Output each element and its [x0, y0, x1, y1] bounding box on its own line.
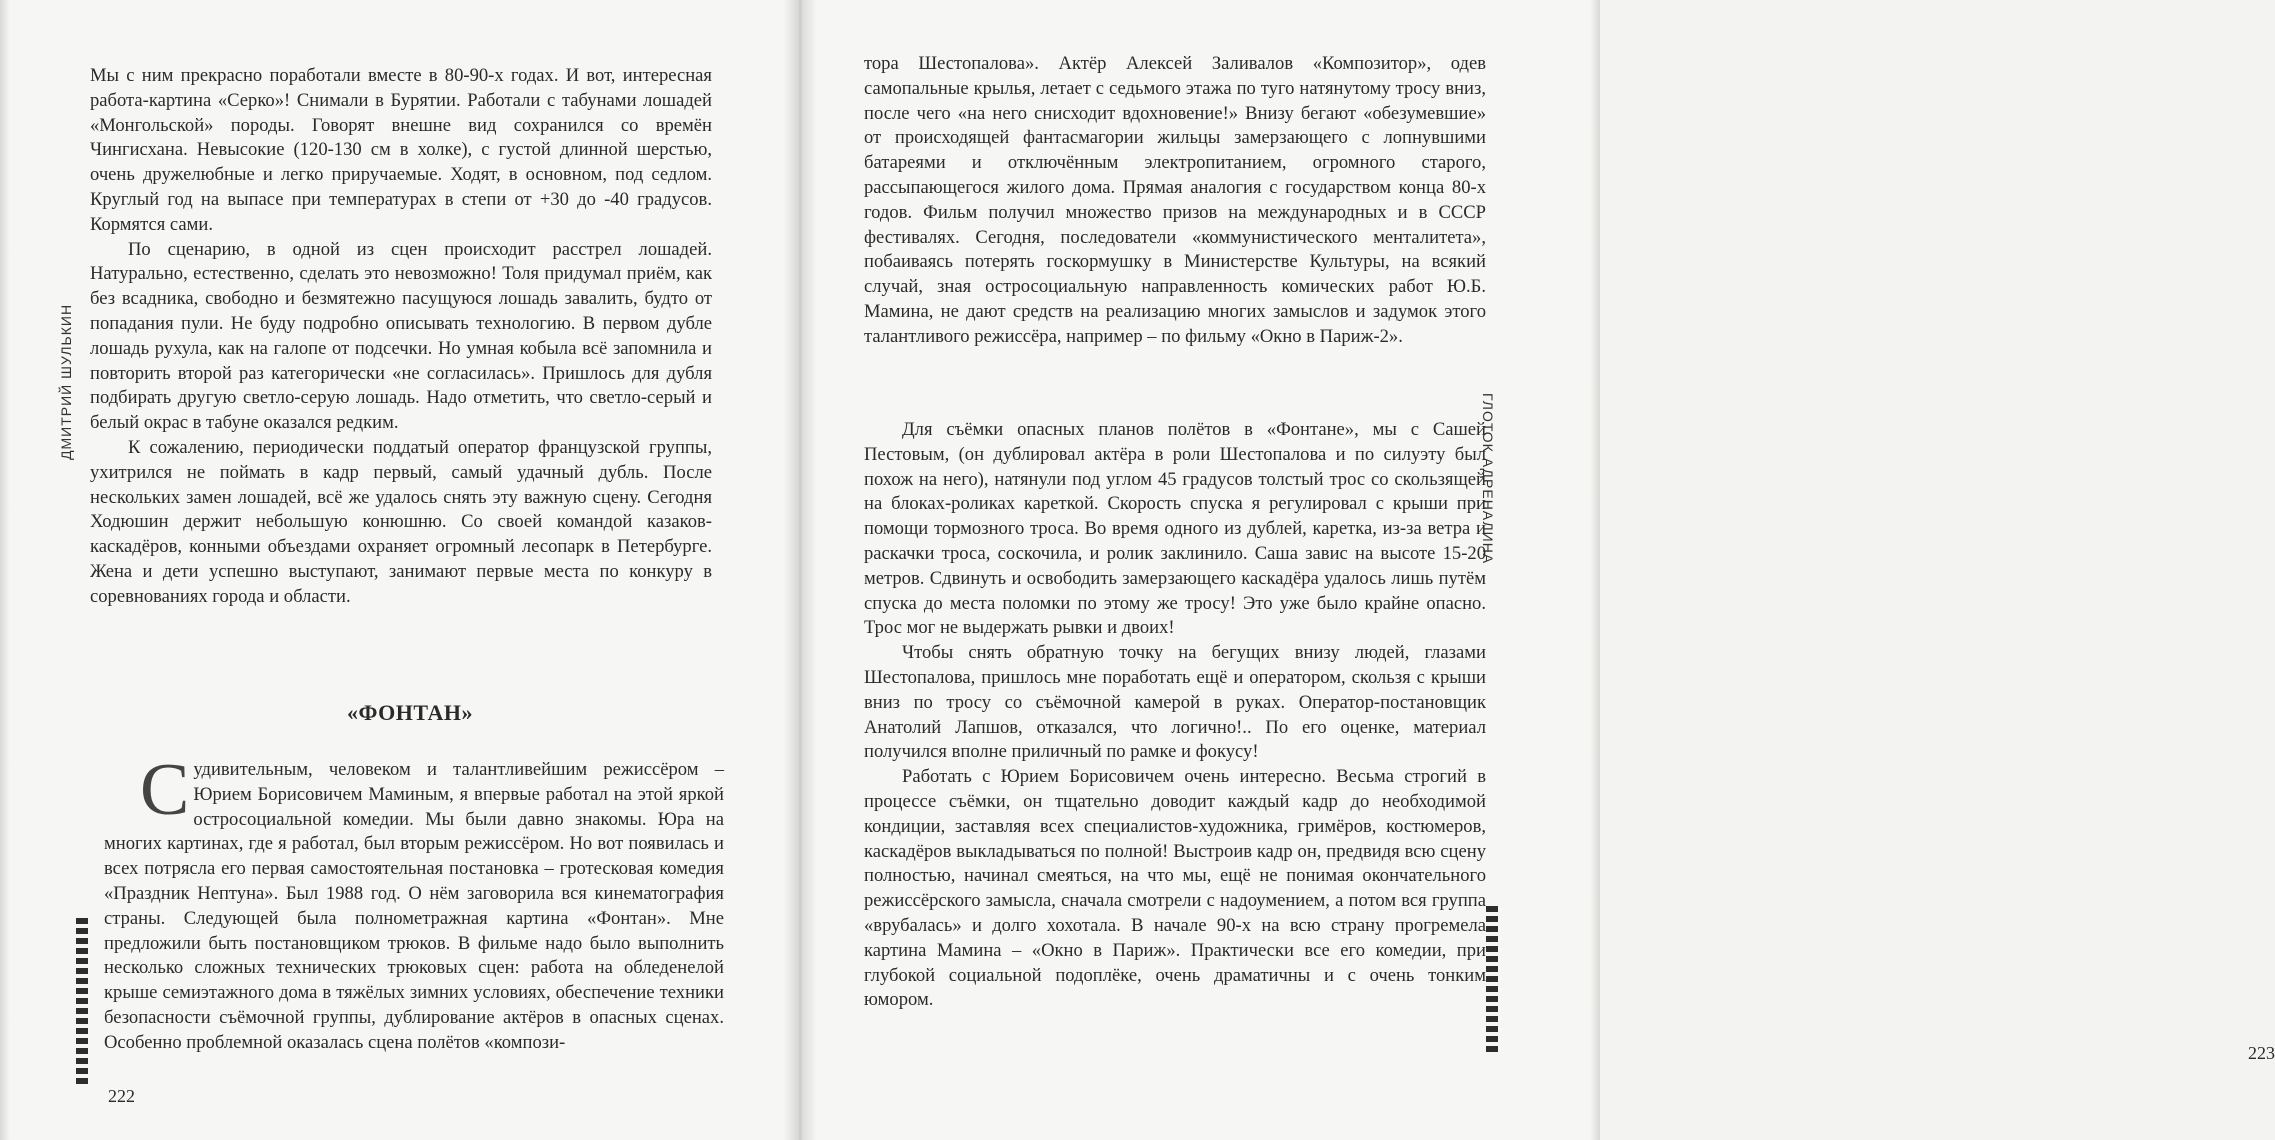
right-page-number: 223 — [2248, 1043, 2275, 1063]
left-running-head: ДМИТРИЙ ШУЛЬКИН — [58, 303, 74, 460]
paragraph: тора Шестопалова». Актёр Алексей Заливалов «Композитор», одев самопальные крылья, летает с седьмого этажа по туго натянутому тросу вниз, после чего «на него снисходит вдохновение!» Внизу бегают «обезумевшие» от происходящей фантасмагории жильцы замерзающего с лопнувшими батареями и отключённым электропитанием, огромного старого, рассыпающегося жилого дома. Прямая аналогия с государством конца 80-х годов. Фильм получил множество призов на международных и в СССР фестивалях. Сегодня, последователи «коммунистического менталитета», побаиваясь потерять госкормушку в Министерстве Культуры, на всякий случай, зная остросоциальную направленность комических работ Ю.Б. Мамина, не дают средств на реализацию многих замыслов и задумок этого талантливого режиссёра, например – по фильму «Окно в Париж-2». — [864, 53, 1486, 347]
paragraph: Чтобы снять обратную точку на бегущих внизу людей, глазами Шестопалова, пришлось мне поработать ещё и оператором, скользя с крыши вниз по тросу со съёмочной камерой в руках. Оператор-постановщик Анатолий Лапшов, отказался, что логично!.. По его оценке, материал получился вполне приличный по рамке и фокусу! — [864, 642, 1486, 763]
right-margin-bars-icon — [1486, 906, 1498, 1056]
left-page — [0, 0, 800, 1140]
left-text-section — [104, 749, 724, 1056]
right-running-head: ГЛОТОК АДРЕНАЛИНА — [1480, 393, 1496, 565]
paragraph: Работать с Юрием Борисовичем очень интересно. Весьма строгий в процессе съёмки, он тщательно доводит каждый кадр до необходимой кондиции, заставляя всех специалистов-художника, гримёров, костюмеров, каскадёров выкладываться по полной! Выстроив кадр он, предвидя всю сцену полностью, начинал смеяться, на что мы, ещё не понимая окончательного режиссёрского замысла, сначала смотрели с надоумением, а потом вся группа «врубалась» и долго хохотала. В начале 90-х на всю страну прогремела картина Мамина – «Окно в Париж». Практически все его комедии, при глубокой социальной подоплёке, очень драматичны и с очень тонким юмором. — [864, 766, 1486, 1011]
paragraph: Для съёмки опасных планов полётов в «Фонтане», мы с Сашей Пестовым, (он дублировал актёра в роли Шестопалова и по силуэту был похож на него), натянули под углом 45 градусов толстый трос со скользящей на блоках-роликах кареткой. Скорость спуска я регулировал с крыши при помощи тормозного троса. Во время одного из дублей, каретка, из-за ветра и раскачки троса, соскочила, и ролик заклинило. Саша завис на высоте 15-20 метров. Сдвинуть и освободить замерзающего каскадёра удалось лишь путём спуска до места поломки по этому же тросу! Это уже было крайне опасно. Трос мог не выдержать рывки и двоих! — [864, 419, 1486, 639]
left-page-number: 222 — [108, 1086, 135, 1106]
paragraph: По сценарию, в одной из сцен происходит расстрел лошадей. Натурально, естественно, сделать это невозможно! Толя придумал приём, как без всадника, свободно и безмятежно пасущуюся лошадь завалить, будто от попадания пули. Не буду подробно описывать технологию. В первом дубле лошадь рухула, как на галопе от подсечки. Но умная кобыла всё запомнила и повторить второй раз категорически «не согласилась». Пришлось для дубля подбирать другую светло-серую лошадь. Надо отметить, что светло-серый и белый окрас в табуне оказался редким. — [90, 238, 712, 434]
left-text-top — [90, 64, 712, 610]
right-text-bottom — [864, 418, 1486, 1013]
right-text-top — [864, 52, 1486, 350]
left-margin-bars-icon — [76, 918, 88, 1088]
paragraph: К сожалению, периодически поддатый оператор французской группы, ухитрился не поймать в кадр первый, самый удачный дубль. После нескольких замен лошадей, всё же удалось снять эту важную сцену. Сегодня Ходюшин держит небольшую конюшню. Со своей командой казаков-каскадёров, конными объездами охраняет огромный лесопарк в Петербурге. Жена и дети успешно выступают, занимают первые места по конкуру в соревнованиях города и области. — [90, 436, 712, 607]
paragraph: удивительным, человеком и талантливейшим режиссёром – Юрием Борисовичем Маминым, я впервые работал на этой яркой остросоциальной комедии. Мы были давно знакомы. Юра на многих картинах, где я работал, был вторым режиссёром. Но вот появилась и всех потрясла его первая самостоятельная постановка – гротесковая комедия «Праздник Нептуна». Был 1988 год. О нём заговорила вся кинематография страны. Следующей была полнометражная картина «Фонтан». Мне предложили быть постановщиком трюков. В фильме надо было выполнить несколько сложных технических трюковых сцен: работа на обледенелой крыше семиэтажного дома в тяжёлых зимних условиях, обеспечение техники безопасности съёмочной группы, дублирование актёров в опасных сценах. Особенно проблемной оказалась сцена полётов «компози- — [104, 759, 724, 1053]
right-page — [800, 0, 2275, 1140]
section-title: «ФОНТАН» — [347, 700, 473, 725]
drop-cap: С — [140, 749, 190, 831]
paragraph: Мы с ним прекрасно поработали вместе в 80-90-х годах. И вот, интересная работа-картина «Серко»! Снимали в Бурятии. Работали с табунами лошадей «Монгольской» породы. Говорят внешне вид сохранился со времён Чингисхана. Невысокие (120-130 см в холке), с густой длинной шерстью, очень дружелюбные и легко приручаемые. Ходят, в основном, под седлом. Круглый год на выпасе при температурах в степи от +30 до -40 градусов. Кормятся сами. — [90, 65, 712, 235]
